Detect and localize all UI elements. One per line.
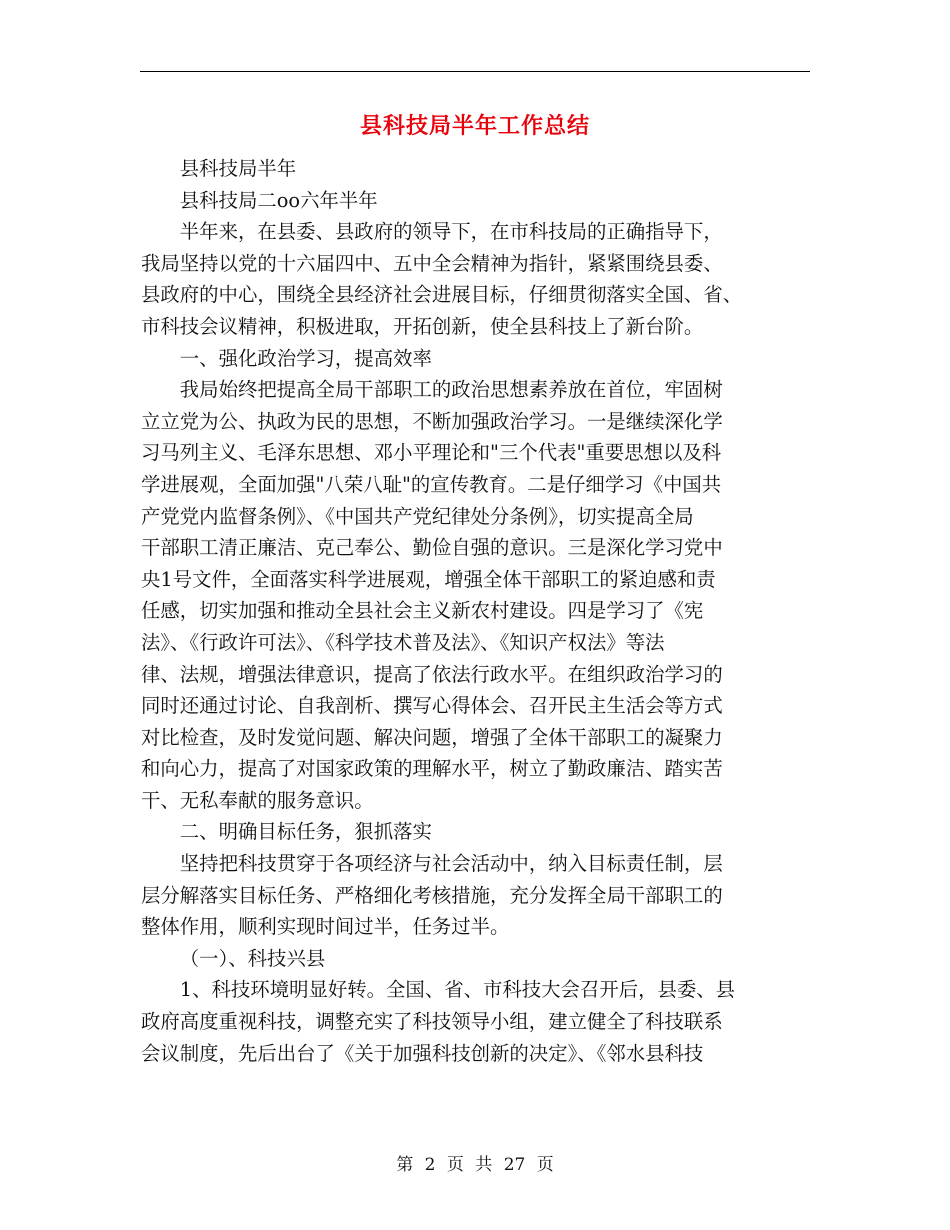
text-line: 产党党内监督条例》、《中国共产党纪律处分条例》，切实提高全局 <box>141 504 694 528</box>
paragraph <box>141 974 811 1069</box>
text-line: 习马列主义、毛泽东思想、邓小平理论和"三个代表"重要思想以及科 <box>141 441 722 465</box>
text-line: （一）、科技兴县 <box>179 946 326 970</box>
text-line: 整体作用，顺利实现时间过半，任务过半。 <box>141 915 510 939</box>
text-line: 法》、《行政许可法》、《科学技术普及法》、《知识产权法》等法 <box>141 630 665 654</box>
page-footer: 第 2 页 共 27 页 <box>396 1155 554 1175</box>
text-line: 半年来，在县委、县政府的领导下，在市科技局的正确指导下， <box>179 220 723 244</box>
text-line: 县科技局半年 <box>179 157 297 180</box>
header-rule <box>140 71 810 72</box>
document-body <box>141 153 811 1069</box>
text-line: 干、无私奉献的服务意识。 <box>141 788 374 812</box>
text-line: 我局始终把提高全局干部职工的政治思想素养放在首位，牢固树 <box>179 378 723 402</box>
text-line: 二、明确目标任务，狠抓落实 <box>179 820 432 844</box>
text-line: 央1号文件，全面落实科学进展观，增强全体干部职工的紧迫感和责 <box>141 567 716 591</box>
paragraph <box>141 185 811 217</box>
text-line: 立立党为公、执政为民的思想，不断加强政治学习。一是继续深化学 <box>141 409 723 433</box>
text-line: 县政府的中心，围绕全县经济社会进展目标，仔细贯彻落实全国、省、 <box>141 283 743 307</box>
text-line: 我局坚持以党的十六届四中、五中全会精神为指针，紧紧围绕县委、 <box>141 251 723 275</box>
text-line: 学进展观，全面加强"八荣八耻"的宣传教育。二是仔细学习《中国共 <box>141 472 722 496</box>
text-line: 县科技局二oo六年半年 <box>179 188 378 212</box>
text-line: 同时还通过讨论、自我剖析、撰写心得体会、召开民主生活会等方式 <box>141 694 723 718</box>
text-line: 一、强化政治学习，提高效率 <box>179 346 432 370</box>
text-line: 坚持把科技贯穿于各项经济与社会活动中，纳入目标责任制，层 <box>179 852 723 876</box>
text-line: 1、科技环境明显好转。全国、省、市科技大会召开后，县委、县 <box>179 978 736 1002</box>
document-title: 县科技局半年工作总结 <box>359 114 590 139</box>
text-line: 会议制度，先后出台了《关于加强科技创新的决定》、《邻水县科技 <box>141 1041 704 1065</box>
paragraph <box>141 216 811 342</box>
text-line: 层分解落实目标任务、严格细化考核措施，充分发挥全局干部职工的 <box>141 883 723 907</box>
text-line: 干部职工清正廉洁、克己奉公、勤俭自强的意识。三是深化学习党中 <box>141 536 723 560</box>
text-line: 律、法规，增强法律意识，提高了依法行政水平。在组织政治学习的 <box>141 662 723 686</box>
paragraph <box>141 816 811 848</box>
paragraph <box>141 848 811 943</box>
text-line: 市科技会议精神，积极进取，开拓创新，使全县科技上了新台阶。 <box>141 314 704 338</box>
paragraph <box>141 374 811 816</box>
paragraph <box>141 153 811 185</box>
text-line: 对比检查，及时发觉问题、解决问题，增强了全体干部职工的凝聚力 <box>141 725 723 749</box>
text-line: 和向心力，提高了对国家政策的理解水平，树立了勤政廉洁、踏实苦 <box>141 757 723 781</box>
paragraph <box>141 343 811 375</box>
text-line: 政府高度重视科技，调整充实了科技领导小组，建立健全了科技联系 <box>141 1010 723 1034</box>
text-line: 任感，切实加强和推动全县社会主义新农村建设。四是学习了《宪 <box>141 599 704 623</box>
paragraph <box>141 943 811 975</box>
